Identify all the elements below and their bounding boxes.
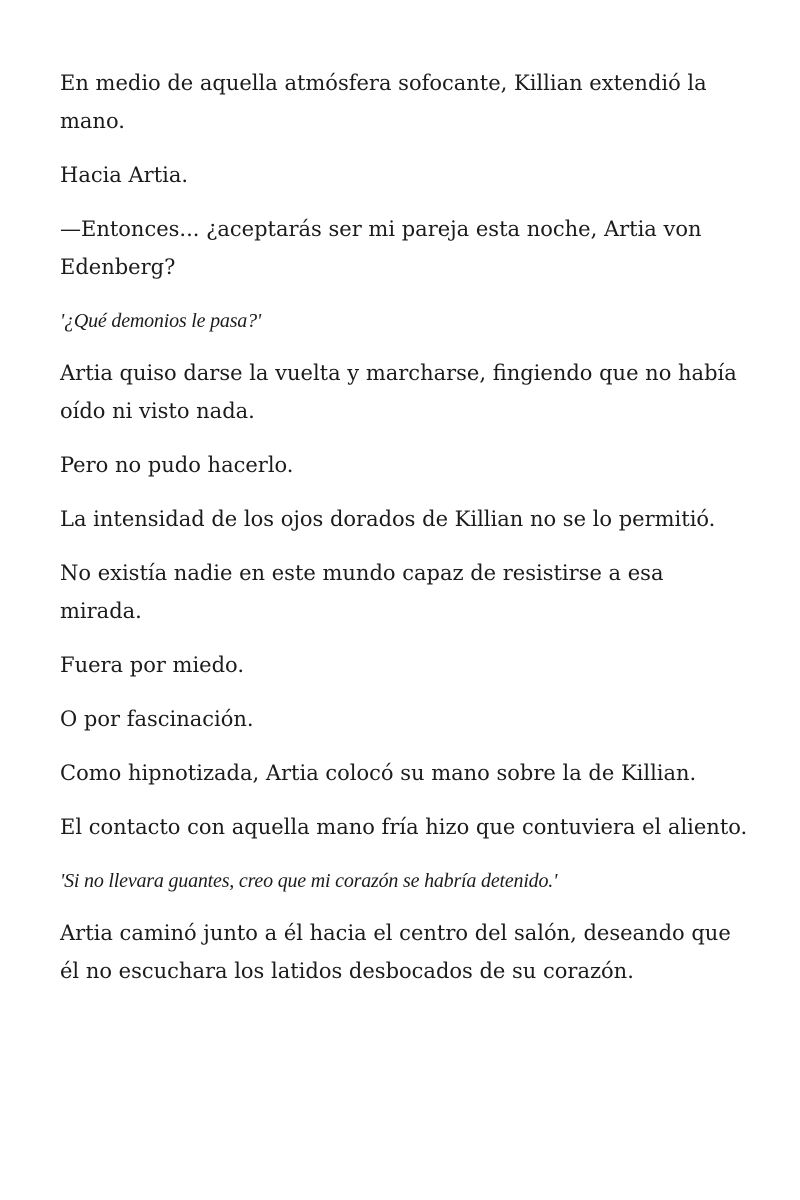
paragraph: Fuera por miedo.: [60, 653, 245, 677]
paragraph: —Entonces... ¿aceptarás ser mi pareja esta noche, Artia von Edenberg?: [60, 217, 702, 279]
paragraph: Hacia Artia.: [60, 163, 189, 187]
paragraph: En medio de aquella atmósfera sofocante, Killian extendió la mano.: [60, 71, 707, 133]
paragraph: O por fascinación.: [60, 707, 254, 731]
paragraph: No existía nadie en este mundo capaz de resistirse a esa mirada.: [60, 561, 664, 623]
paragraph: Artia caminó junto a él hacia el centro del salón, deseando que él no escuchara los latidos desbocados de su corazón.: [60, 921, 731, 983]
paragraph: Como hipnotizada, Artia colocó su mano sobre la de Killian.: [60, 761, 697, 785]
paragraph: Artia quiso darse la vuelta y marcharse, fingiendo que no había oído ni visto nada.: [60, 361, 737, 423]
paragraph: Pero no pudo hacerlo.: [60, 453, 294, 477]
inner-thought: '¿Qué demonios le pasa?': [60, 310, 261, 332]
paragraph: El contacto con aquella mano fría hizo que contuviera el aliento.: [60, 815, 748, 839]
story-text: [60, 64, 750, 1006]
inner-thought: 'Si no llevara guantes, creo que mi corazón se habría detenido.': [60, 870, 558, 892]
paragraph: La intensidad de los ojos dorados de Killian no se lo permitió.: [60, 507, 716, 531]
